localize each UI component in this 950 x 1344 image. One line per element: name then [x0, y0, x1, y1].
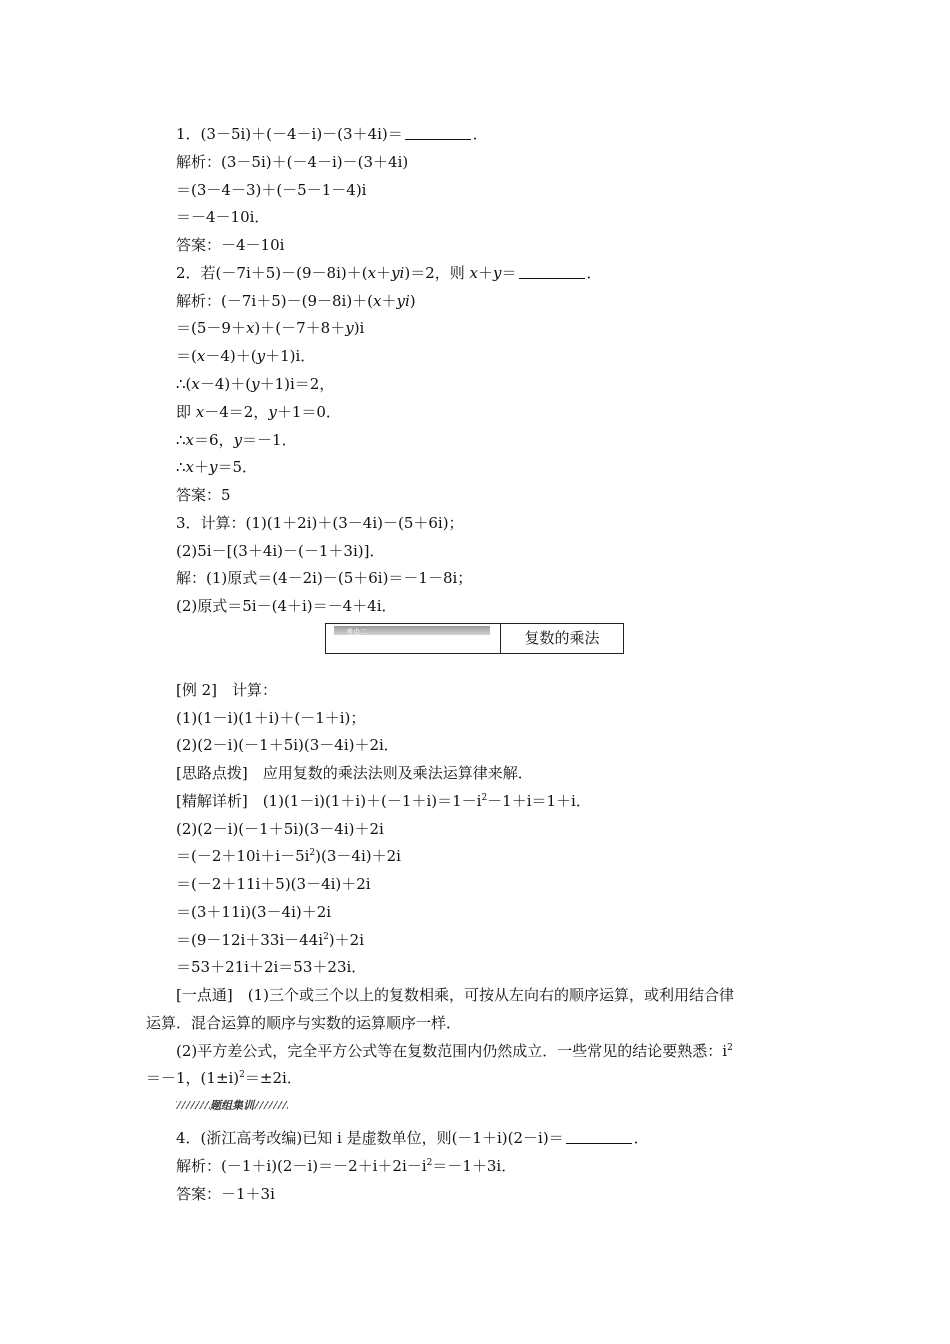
q2-eq: ＝	[501, 264, 517, 282]
q1-stem	[176, 124, 488, 144]
note-text: (2)平方差公式，完全平方公式等在复数范围内仍然成立．一些常见的结论要熟悉：i	[176, 1042, 728, 1060]
var-y: y	[233, 431, 243, 449]
var-x: x	[185, 458, 195, 476]
q2-solution-line	[176, 402, 341, 422]
ex2-solution-line: ＝(－2＋11i＋5)(3－4i)＋2i	[176, 875, 371, 893]
note-line	[176, 1041, 733, 1061]
var-x: x	[196, 347, 206, 365]
q2-stem-mid: ＝2，则	[410, 264, 470, 282]
q4-sol-text: 解析：(－1＋i)(2－i)＝－2＋i＋2i－i	[176, 1157, 427, 1175]
q2-op: ＋	[477, 264, 493, 282]
q2-solution-line	[176, 430, 297, 450]
hatch-decoration	[176, 1101, 210, 1109]
var-x: x	[367, 264, 377, 282]
section-tag-label: 考点二	[346, 628, 367, 636]
var-x: x	[191, 375, 200, 393]
ex2-solution-line: ＝53＋21i＋2i＝53＋23i．	[176, 958, 367, 976]
var-x: x	[373, 292, 382, 310]
q4-stem-end: ．	[633, 1129, 649, 1147]
section-title: 复数的乘法	[524, 629, 600, 647]
var-yi: yi	[391, 264, 405, 282]
q1-stem-end: ．	[472, 125, 488, 143]
note-text: ＝－1，(1±i)	[146, 1069, 240, 1087]
q3-stem: 3．计算：(1)(1＋2i)＋(3－4i)－(5＋6i)；	[176, 514, 464, 532]
q3-solution-1: 解：(1)原式＝(4－2i)－(5＋6i)＝－1－8i；	[176, 569, 473, 587]
ex2-solution-line: (2)(2－i)(－1＋5i)(3－4i)＋2i	[176, 820, 384, 838]
note-line	[146, 1068, 302, 1088]
answer-blank	[566, 1130, 632, 1144]
q2-l6-text: ∴	[176, 431, 186, 449]
ex2-hint: [思路点拨] 应用复数的乘法法则及乘法运算律来解．	[176, 764, 533, 782]
q3-solution-2: (2)原式＝5i－(4＋i)＝－4＋4i．	[176, 597, 397, 615]
note-text: ＝±2i．	[244, 1069, 302, 1087]
q2-solution-line	[176, 457, 257, 477]
q3-stem-2: (2)5i－[(3＋4i)－(－1＋3i)]．	[176, 542, 385, 560]
q2-solution-line	[176, 346, 315, 366]
group-practice-heading	[176, 1098, 288, 1114]
superscript: 2	[309, 848, 316, 858]
q2-op: ＋	[376, 264, 392, 282]
q2-answer: 答案：5	[176, 486, 231, 504]
q2-l5-text: ＋1＝0．	[276, 403, 341, 421]
answer-blank	[519, 265, 585, 279]
q2-l3-text: ＋1)i．	[265, 347, 316, 365]
group-practice-title: 题组集训	[210, 1099, 254, 1112]
q2-l6-text: ＝－1．	[242, 431, 297, 449]
ex2-sol-text: )＋2i	[328, 931, 364, 949]
q2-l2-text: ＝(5－9＋	[176, 319, 246, 337]
q1-solution-line: 解析：(3－5i)＋(－4－i)－(3＋4i)	[176, 153, 409, 171]
ex2-sol-text: ＝(－2＋10i＋i－5i	[176, 847, 310, 865]
q4-stem	[176, 1128, 649, 1148]
q2-l5-text: －4＝2，	[204, 403, 269, 421]
ex2-solution-line: ＝(3＋11i)(3－4i)＋2i	[176, 903, 332, 921]
q2-l6-text: ＝6，	[194, 431, 234, 449]
ex2-part-2: (2)(2－i)(－1＋5i)(3－4i)＋2i．	[176, 736, 399, 754]
q4-sol-text: ＝－1＋3i．	[432, 1157, 517, 1175]
q2-stem	[176, 263, 602, 283]
q2-l3-text: －4)＋(	[205, 347, 257, 365]
ex2-sol-text: ＝(9－12i＋33i－44i	[176, 931, 324, 949]
q2-l3-text: ＝(	[176, 347, 197, 365]
superscript: 2	[323, 932, 329, 942]
q2-op: ＋	[381, 292, 397, 310]
ex2-sol-text: )(3－4i)＋2i	[315, 847, 401, 865]
var-y: y	[268, 403, 277, 421]
superscript: 2	[426, 1158, 433, 1168]
ex2-solution-line	[176, 791, 591, 811]
var-x: x	[185, 431, 195, 449]
ex2-part-1: (1)(1－i)(1＋i)＋(－1＋i)；	[176, 709, 366, 727]
q2-l1-text: 解析：(－7i＋5)－(9－8i)＋(	[176, 292, 374, 310]
hatch-decoration	[254, 1101, 288, 1109]
var-yi: yi	[396, 292, 410, 310]
ex2-sol-text: －1＋i＝1＋i．	[487, 792, 591, 810]
q2-paren: )	[409, 292, 416, 310]
var-x: x	[195, 403, 205, 421]
var-y: y	[209, 458, 218, 476]
q2-l5-text: 即	[176, 403, 196, 421]
section-tag	[334, 626, 490, 635]
q2-l2-text: )i	[353, 319, 365, 337]
q2-stem-end: ．	[586, 264, 602, 282]
q4-stem-text: 4．(浙江高考改编)已知 i 是虚数单位，则(－1＋i)(2－i)＝	[176, 1129, 564, 1147]
superscript: 2	[239, 1070, 245, 1080]
note-line: 运算．混合运算的顺序与实数的运算顺序一样．	[146, 1014, 462, 1032]
q2-solution-line	[176, 318, 364, 338]
q4-solution	[176, 1156, 516, 1176]
section-banner	[325, 623, 624, 654]
ex2-heading: [例 2] 计算：	[176, 681, 278, 699]
q2-solution-line	[176, 374, 334, 394]
q2-paren: )	[404, 264, 411, 282]
q2-solution-line	[176, 291, 416, 311]
var-y: y	[345, 319, 354, 337]
q2-stem-text: 2．若(－7i＋5)－(9－8i)＋(	[176, 264, 368, 282]
note-line: [一点通] (1)三个或三个以上的复数相乘，可按从左向右的顺序运算，或利用结合律	[176, 986, 734, 1004]
superscript: 2	[481, 793, 488, 803]
q2-l4-text: －4)＋(	[199, 375, 252, 393]
q1-stem-text: 1．(3－5i)＋(－4－i)－(3＋4i)＝	[176, 125, 403, 143]
q2-l2-text: )＋(－7＋8＋	[254, 319, 346, 337]
q2-l7-text: ∴	[176, 458, 186, 476]
var-y: y	[251, 375, 260, 393]
q1-solution-line: ＝(3－4－3)＋(－5－1－4)i	[176, 181, 367, 199]
q2-l7-text: ＝5．	[217, 458, 258, 476]
q2-op: ＋	[194, 458, 210, 476]
ex2-solution-line	[176, 846, 401, 866]
var-x: x	[245, 319, 255, 337]
q1-solution-line: ＝－4－10i．	[176, 208, 270, 226]
q2-l4-text: ∴(	[176, 375, 192, 393]
var-y: y	[493, 264, 502, 282]
answer-blank	[405, 126, 471, 140]
q2-l4-text: ＋1)i＝2，	[259, 375, 335, 393]
q4-answer: 答案：－1＋3i	[176, 1185, 275, 1203]
q1-answer: 答案：－4－10i	[176, 236, 285, 254]
var-y: y	[256, 347, 266, 365]
ex2-sol-text: [精解详析] (1)(1－i)(1＋i)＋(－1＋i)＝1－i	[176, 792, 482, 810]
ex2-solution-line	[176, 930, 364, 950]
superscript: 2	[727, 1043, 733, 1053]
var-x: x	[469, 264, 478, 282]
